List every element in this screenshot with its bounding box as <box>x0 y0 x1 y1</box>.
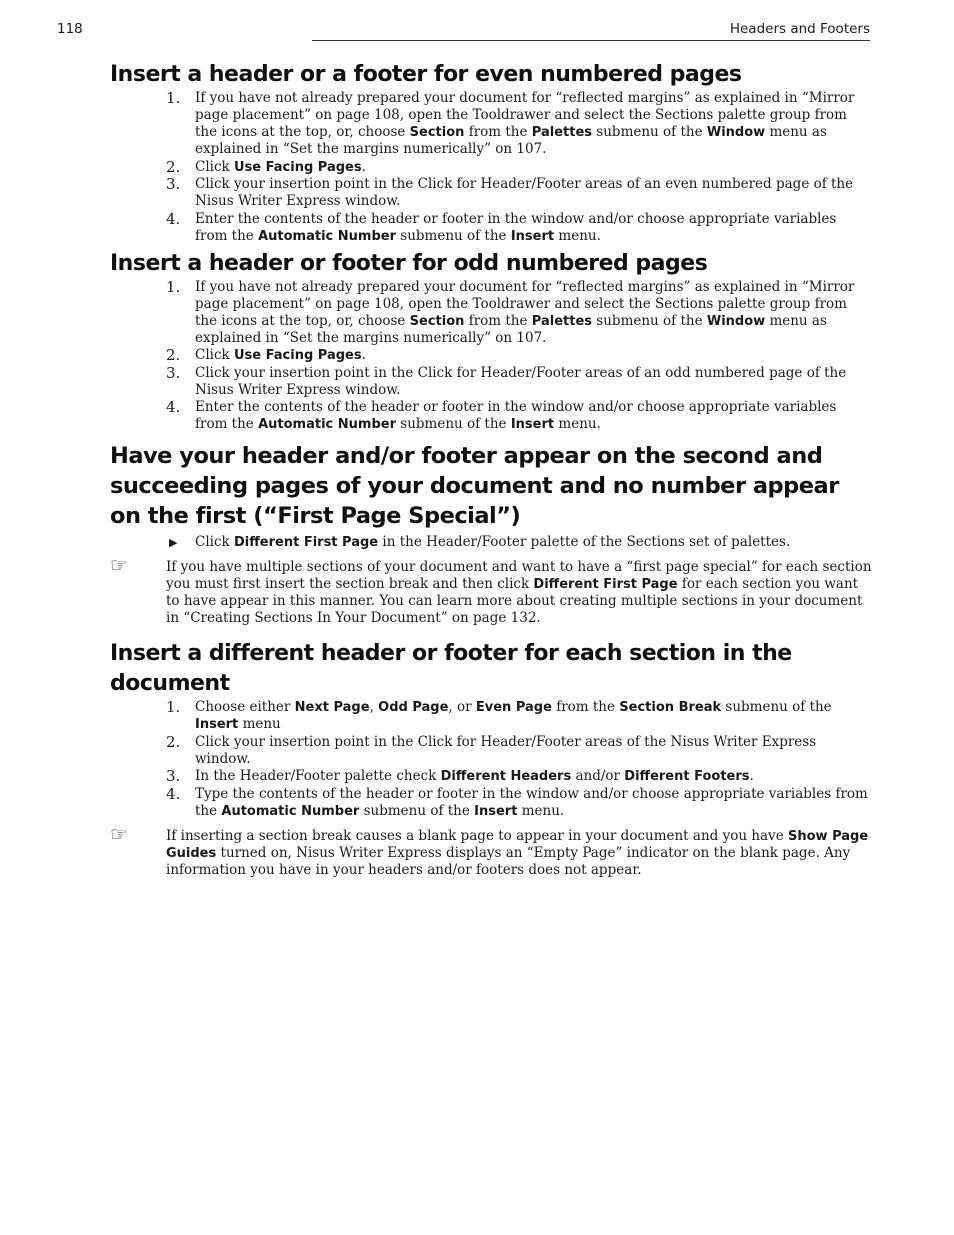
pointing-hand-icon: ☞ <box>110 821 128 846</box>
step-number: 2. <box>166 732 181 751</box>
steps-per-section <box>110 699 872 820</box>
note-first-page-special: ☞ If you have multiple sections of your document and want to have a “first page special” for each section you must first insert the section break and then click Different First Page for each section you want to have appear in this manner. You can learn more about creating multiple sections in your document in “Creating Sections In Your Document” on page 132. <box>110 553 872 626</box>
triangle-bullet-icon: ▶ <box>169 536 178 549</box>
steps-even <box>110 90 872 245</box>
step-odd-3: 3. Click your insertion point in the Click for Header/Footer areas of an odd numbered page of the Nisus Writer Express window. <box>166 363 847 398</box>
step-odd-2: 2. Click Use Facing Pages. <box>166 346 366 364</box>
step-number: 2. <box>166 157 181 176</box>
heading-odd-pages: Insert a header or footer for odd numbered pages <box>110 250 708 276</box>
step-number: 4. <box>166 398 181 416</box>
header-rule <box>312 40 870 41</box>
page-header <box>57 20 870 42</box>
step-even-3: 3. Click your insertion point in the Click for Header/Footer areas of an even numbered page of the Nisus Writer Express window. <box>166 175 854 209</box>
note-empty-page: ☞ If inserting a section break causes a blank page to appear in your document and you have Show Page Guides turned on, Nisus Writer Express displays an “Empty Page” indicator on the blank page. Any information you have in your headers and/or footers does not appear. <box>110 821 869 878</box>
heading-per-section: Insert a different header or footer for each section in the document <box>110 641 792 696</box>
step-number: 4. <box>166 209 181 228</box>
step-section-3: 3. In the Header/Footer palette check Different Headers and/or Different Footers. <box>166 767 754 785</box>
step-odd-4: 4. Enter the contents of the header or footer in the window and/or choose appropriate variables from the Automatic Number submenu of the Insert menu. <box>166 398 837 432</box>
step-number: 2. <box>166 346 181 364</box>
step-number: 3. <box>166 767 181 785</box>
step-section-4: 4. Type the contents of the header or footer in the window and/or choose appropriate variables from the Automatic Number submenu of the Insert menu. <box>166 784 868 819</box>
running-title: Headers and Footers <box>729 21 870 37</box>
steps-odd <box>110 279 872 434</box>
step-number: 1. <box>166 277 181 296</box>
step-number: 1. <box>166 698 181 716</box>
step-even-4: 4. Enter the contents of the header or footer in the window and/or choose appropriate variables from the Automatic Number submenu of the Insert menu. <box>166 209 837 244</box>
step-number: 4. <box>166 784 181 803</box>
step-section-1: 1. Choose either Next Page, Odd Page, or Even Page from the Section Break submenu of the Insert menu <box>166 698 832 732</box>
step-odd-1: 1. If you have not already prepared your document for “reflected margins” as explained in “Mirror page placement” on page 108, open the Tooldrawer and select the Sections palette group from the icons at the top, or, choose Section from the Palettes submenu of the Window menu as explained in “Set the margins numerically” on 107. <box>166 277 855 346</box>
pointing-hand-icon: ☞ <box>110 553 128 577</box>
page-number: 118 <box>57 21 83 37</box>
bullet-item: ▶ Click Different First Page in the Header/Footer palette of the Sections set of palettes. <box>169 534 791 550</box>
page-content <box>110 60 872 879</box>
step-section-2: 2. Click your insertion point in the Click for Header/Footer areas of the Nisus Writer Express window. <box>166 732 817 767</box>
step-even-2: 2. Click Use Facing Pages. <box>166 157 366 176</box>
heading-even-pages: Insert a header or a footer for even numbered pages <box>110 62 742 87</box>
step-number: 3. <box>166 175 181 193</box>
heading-first-page-special: Have your header and/or footer appear on the second and succeeding pages of your document and no number appear on the first (“First Page Special”) <box>110 443 839 529</box>
step-number: 1. <box>166 89 181 107</box>
step-number: 3. <box>166 363 181 382</box>
step-even-1: 1. If you have not already prepared your document for “reflected margins” as explained in “Mirror page placement” on page 108, open the Tooldrawer and select the Sections palette group from the icons at the top, or, choose Section from the Palettes submenu of the Window menu as explained in “Set the margins numerically” on 107. <box>166 89 855 157</box>
